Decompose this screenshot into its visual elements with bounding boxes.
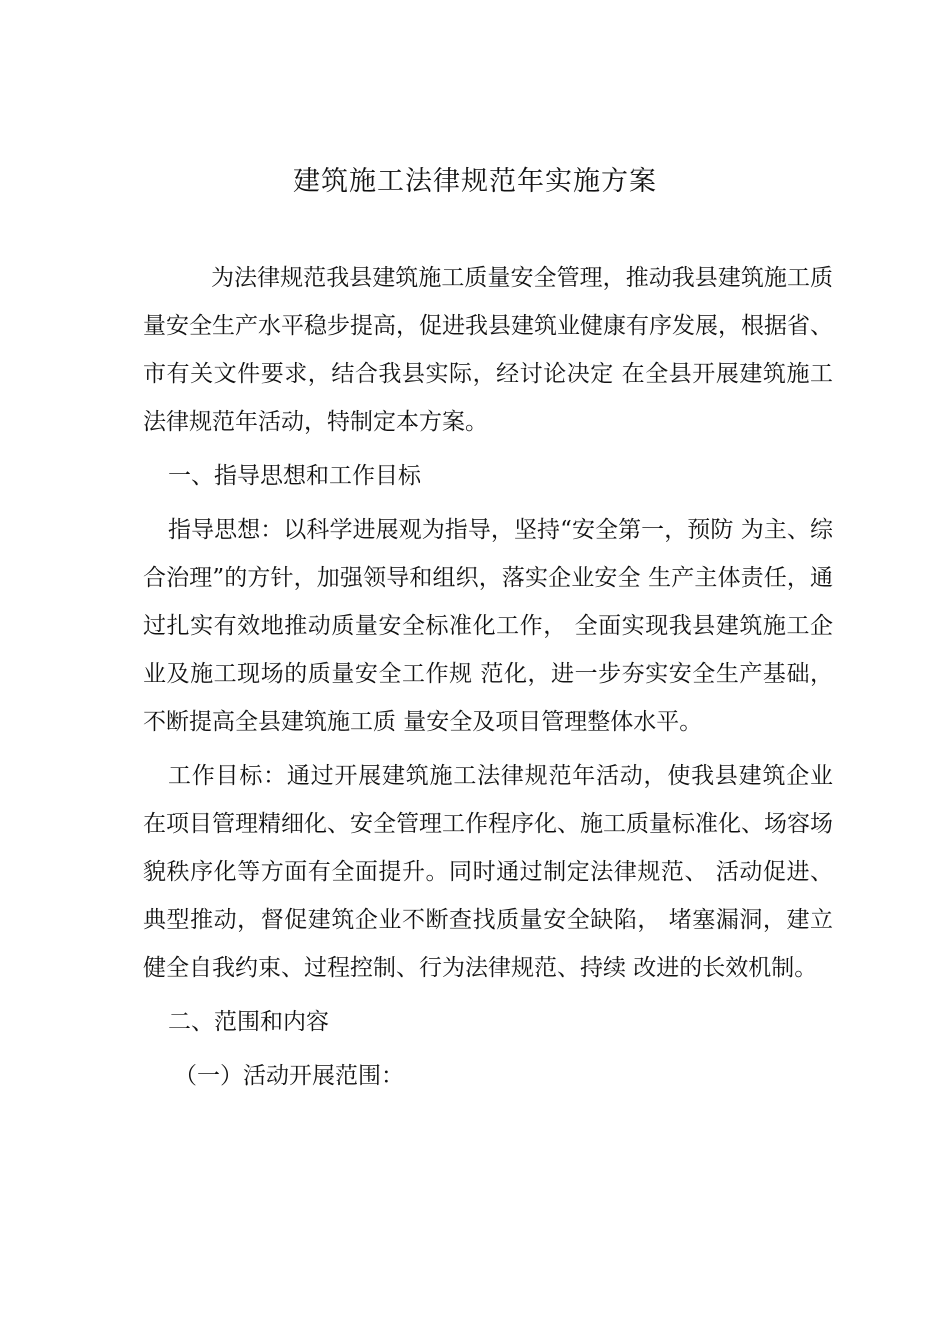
work-goals-paragraph: 工作目标：通过开展建筑施工法律规范年活动，使我县建筑企业在项目管理精细化、安全管理工作程序化、施工质量标准化、场容场貌秩序化等方面有全面提升。同时通过制定法律规范、 活动促进、典型推动，督促建筑企业不断查找质量安全缺陷， 堵塞漏洞，建立健全自我约束、过程控制、行为法律规范、持续 改进的长效机制。 [143, 763, 833, 981]
guiding-ideology-paragraph: 指导思想：以科学进展观为指导，坚持“安全第一，预防 为主、综合治理”的方针，加强领导和组织，落实企业安全 生产主体责任，通过扎实有效地推动质量安全标准化工作， 全面实现我县建筑施工企业及施工现场的质量安全工作规 范化，进一步夯实安全生产基础，不断提高全县建筑施工质 量安全及项目管理整体水平。 [143, 517, 833, 735]
intro-paragraph: 为法律规范我县建筑施工质量安全管理，推动我县建筑施工质量安全生产水平稳步提高，促进我县建筑业健康有序发展，根据省、市有关文件要求，结合我县实际，经讨论决定 在全县开展建筑施工法律规范年活动，特制定本方案。 [143, 265, 833, 435]
subsection-heading-activity-scope: （一）活动开展范围： [174, 1063, 404, 1089]
document-body [143, 254, 833, 1100]
section-heading-scope-content: 二、范围和内容 [168, 1009, 329, 1035]
document-title: 建筑施工法律规范年实施方案 [293, 166, 657, 197]
section-heading-guiding-ideology: 一、指导思想和工作目标 [168, 463, 421, 489]
